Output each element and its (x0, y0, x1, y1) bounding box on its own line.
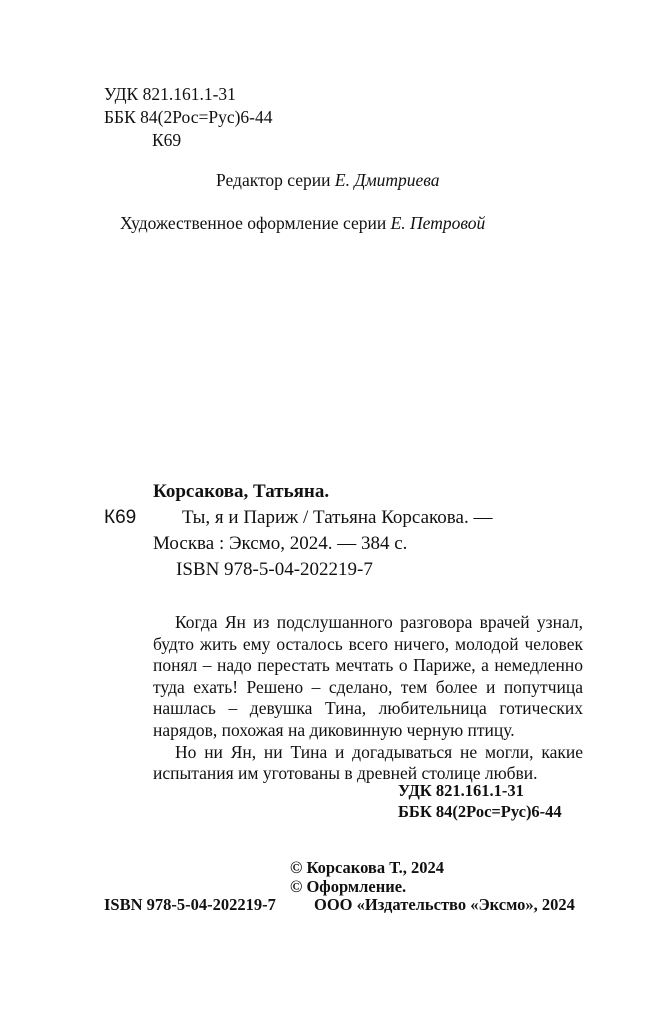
copyright-design: © Оформление. (290, 877, 407, 896)
catalog-title-line: Ты, я и Париж / Татьяна Корсакова. — (182, 507, 493, 528)
catalog-author-heading: Корсакова, Татьяна. (153, 481, 330, 502)
annotation-bbk: ББК 84(2Рос=Рус)6-44 (398, 802, 562, 821)
series-design-label: Художественное оформление серии (120, 213, 387, 233)
series-editor-name: Е. Дмитриева (334, 170, 440, 190)
annotation-paragraph-2: Но ни Ян, ни Тина и догадываться не могли, какие испытания им уготованы в древней столице любви. (153, 741, 583, 784)
author-sign: К69 (152, 130, 182, 150)
series-editor (216, 170, 440, 191)
catalog-imprint-line: Москва : Эксмо, 2024. — 384 с. (153, 533, 408, 554)
bbk-code: ББК 84(2Рос=Рус)6-44 (104, 107, 273, 127)
copyright-publisher: ООО «Издательство «Эксмо», 2024 (314, 895, 575, 914)
series-editor-label: Редактор серии (216, 170, 331, 190)
annotation-udk: УДК 821.161.1-31 (398, 781, 524, 800)
catalog-sign: К69 (104, 507, 137, 528)
footer-isbn: ISBN 978-5-04-202219-7 (104, 895, 276, 914)
series-design-name: Е. Петровой (390, 213, 486, 233)
copyright-author: © Корсакова Т., 2024 (290, 858, 444, 877)
catalog-isbn: ISBN 978-5-04-202219-7 (176, 559, 373, 580)
series-design (120, 213, 485, 234)
udk-code: УДК 821.161.1-31 (104, 84, 236, 104)
annotation (153, 612, 583, 785)
annotation-paragraph-1: Когда Ян из подслушанного разговора врачей узнал, будто жить ему осталось всего ничего, молодой человек понял – надо перестать мечтать о Париже, а немедленно туда ехать! Решено – сделано, тем более и попутчица нашлась – девушка Тина, любительница готических нарядов, похожая на диковинную черную птицу. (153, 612, 583, 740)
